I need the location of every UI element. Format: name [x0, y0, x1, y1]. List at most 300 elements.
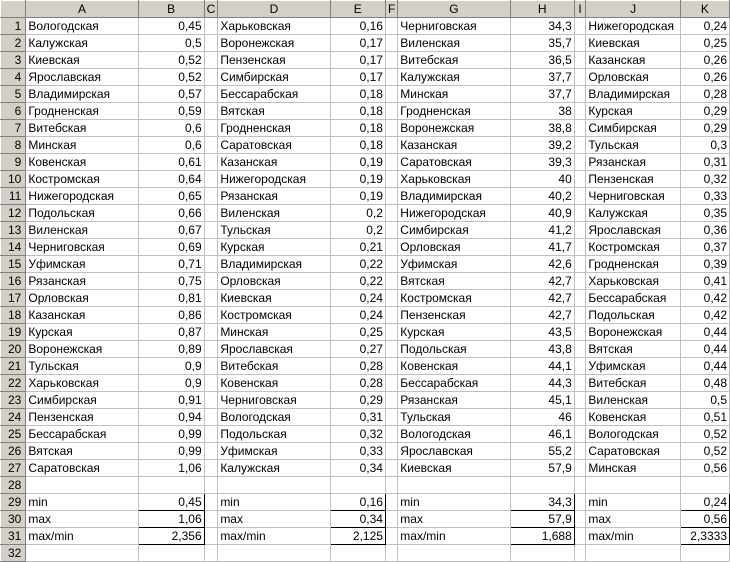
cell-h31[interactable]: 1,688 — [510, 528, 574, 545]
cell-j15[interactable]: Гродненская — [586, 256, 681, 273]
cell-a16[interactable]: Рязанская — [26, 273, 138, 290]
cell-a31[interactable]: max/min — [26, 528, 138, 545]
cell-h3[interactable]: 36,5 — [510, 52, 574, 69]
cell-h26[interactable]: 55,2 — [510, 443, 574, 460]
cell-e28[interactable] — [330, 477, 385, 494]
cell-g17[interactable]: Костромская — [398, 290, 510, 307]
row-header[interactable]: 26 — [1, 443, 26, 460]
cell-j29[interactable]: min — [586, 494, 681, 511]
cell-b7[interactable]: 0,6 — [138, 120, 204, 137]
cell-i30[interactable] — [574, 511, 586, 528]
cell-f23[interactable] — [385, 392, 397, 409]
cell-d13[interactable]: Тульская — [218, 222, 330, 239]
cell-k27[interactable]: 0,56 — [680, 460, 729, 477]
cell-g13[interactable]: Симбирская — [398, 222, 510, 239]
cell-j30[interactable]: max — [586, 511, 681, 528]
cell-g3[interactable]: Витебская — [398, 52, 510, 69]
column-header-d[interactable]: D — [218, 1, 330, 18]
cell-f3[interactable] — [385, 52, 397, 69]
cell-d23[interactable]: Черниговская — [218, 392, 330, 409]
cell-k17[interactable]: 0,42 — [680, 290, 729, 307]
cell-a2[interactable]: Калужская — [26, 35, 138, 52]
cell-e5[interactable]: 0,18 — [330, 86, 385, 103]
cell-k26[interactable]: 0,52 — [680, 443, 729, 460]
cell-j5[interactable]: Владимирская — [586, 86, 681, 103]
cell-f28[interactable] — [385, 477, 397, 494]
cell-c6[interactable] — [204, 103, 218, 120]
cell-i10[interactable] — [574, 171, 586, 188]
cell-k1[interactable]: 0,24 — [680, 18, 729, 35]
cell-j28[interactable] — [586, 477, 681, 494]
cell-a18[interactable]: Казанская — [26, 307, 138, 324]
cell-b22[interactable]: 0,9 — [138, 375, 204, 392]
row-header[interactable]: 19 — [1, 324, 26, 341]
cell-g30[interactable]: max — [398, 511, 510, 528]
cell-c3[interactable] — [204, 52, 218, 69]
cell-h14[interactable]: 41,7 — [510, 239, 574, 256]
cell-h21[interactable]: 44,1 — [510, 358, 574, 375]
cell-i27[interactable] — [574, 460, 586, 477]
cell-b5[interactable]: 0,57 — [138, 86, 204, 103]
cell-e24[interactable]: 0,31 — [330, 409, 385, 426]
cell-g15[interactable]: Уфимская — [398, 256, 510, 273]
cell-d7[interactable]: Гродненская — [218, 120, 330, 137]
cell-e11[interactable]: 0,19 — [330, 188, 385, 205]
cell-b17[interactable]: 0,81 — [138, 290, 204, 307]
cell-i18[interactable] — [574, 307, 586, 324]
cell-i17[interactable] — [574, 290, 586, 307]
cell-h17[interactable]: 42,7 — [510, 290, 574, 307]
cell-i15[interactable] — [574, 256, 586, 273]
cell-c12[interactable] — [204, 205, 218, 222]
cell-i28[interactable] — [574, 477, 586, 494]
cell-f30[interactable] — [385, 511, 397, 528]
cell-g16[interactable]: Вятская — [398, 273, 510, 290]
cell-e15[interactable]: 0,22 — [330, 256, 385, 273]
cell-h25[interactable]: 46,1 — [510, 426, 574, 443]
cell-b14[interactable]: 0,69 — [138, 239, 204, 256]
cell-g10[interactable]: Харьковская — [398, 171, 510, 188]
cell-g32[interactable] — [398, 545, 510, 562]
cell-f11[interactable] — [385, 188, 397, 205]
cell-c13[interactable] — [204, 222, 218, 239]
cell-c25[interactable] — [204, 426, 218, 443]
cell-g6[interactable]: Гродненская — [398, 103, 510, 120]
cell-k9[interactable]: 0,31 — [680, 154, 729, 171]
cell-f32[interactable] — [385, 545, 397, 562]
cell-e20[interactable]: 0,27 — [330, 341, 385, 358]
cell-d17[interactable]: Киевская — [218, 290, 330, 307]
column-header-h[interactable]: H — [510, 1, 574, 18]
cell-a9[interactable]: Ковенская — [26, 154, 138, 171]
cell-f8[interactable] — [385, 137, 397, 154]
cell-i14[interactable] — [574, 239, 586, 256]
cell-f6[interactable] — [385, 103, 397, 120]
cell-e6[interactable]: 0,18 — [330, 103, 385, 120]
cell-c29[interactable] — [204, 494, 218, 511]
cell-e12[interactable]: 0,2 — [330, 205, 385, 222]
column-header-g[interactable]: G — [398, 1, 510, 18]
cell-j25[interactable]: Вологодская — [586, 426, 681, 443]
column-header-e[interactable]: E — [330, 1, 385, 18]
cell-k25[interactable]: 0,52 — [680, 426, 729, 443]
cell-i29[interactable] — [574, 494, 586, 511]
cell-d5[interactable]: Бессарабская — [218, 86, 330, 103]
row-header[interactable]: 2 — [1, 35, 26, 52]
cell-c31[interactable] — [204, 528, 218, 545]
row-header[interactable]: 9 — [1, 154, 26, 171]
cell-g11[interactable]: Владимирская — [398, 188, 510, 205]
cell-e18[interactable]: 0,24 — [330, 307, 385, 324]
cell-f16[interactable] — [385, 273, 397, 290]
cell-e7[interactable]: 0,18 — [330, 120, 385, 137]
cell-b3[interactable]: 0,52 — [138, 52, 204, 69]
cell-g21[interactable]: Ковенская — [398, 358, 510, 375]
cell-d24[interactable]: Вологодская — [218, 409, 330, 426]
cell-c22[interactable] — [204, 375, 218, 392]
cell-d1[interactable]: Харьковская — [218, 18, 330, 35]
cell-k3[interactable]: 0,26 — [680, 52, 729, 69]
cell-b18[interactable]: 0,86 — [138, 307, 204, 324]
cell-a20[interactable]: Воронежская — [26, 341, 138, 358]
cell-i9[interactable] — [574, 154, 586, 171]
cell-h2[interactable]: 35,7 — [510, 35, 574, 52]
cell-b9[interactable]: 0,61 — [138, 154, 204, 171]
cell-a7[interactable]: Витебская — [26, 120, 138, 137]
cell-j7[interactable]: Симбирская — [586, 120, 681, 137]
cell-e26[interactable]: 0,33 — [330, 443, 385, 460]
cell-i19[interactable] — [574, 324, 586, 341]
cell-g1[interactable]: Черниговская — [398, 18, 510, 35]
cell-d31[interactable]: max/min — [218, 528, 330, 545]
cell-j21[interactable]: Уфимская — [586, 358, 681, 375]
row-header[interactable]: 22 — [1, 375, 26, 392]
cell-k8[interactable]: 0,3 — [680, 137, 729, 154]
cell-i31[interactable] — [574, 528, 586, 545]
cell-c26[interactable] — [204, 443, 218, 460]
cell-f15[interactable] — [385, 256, 397, 273]
cell-g28[interactable] — [398, 477, 510, 494]
cell-j4[interactable]: Орловская — [586, 69, 681, 86]
cell-d12[interactable]: Виленская — [218, 205, 330, 222]
cell-c24[interactable] — [204, 409, 218, 426]
column-header-f[interactable]: F — [385, 1, 397, 18]
cell-i26[interactable] — [574, 443, 586, 460]
cell-g22[interactable]: Бессарабская — [398, 375, 510, 392]
cell-j2[interactable]: Киевская — [586, 35, 681, 52]
cell-k2[interactable]: 0,25 — [680, 35, 729, 52]
cell-i20[interactable] — [574, 341, 586, 358]
cell-g23[interactable]: Рязанская — [398, 392, 510, 409]
cell-a5[interactable]: Владимирская — [26, 86, 138, 103]
cell-h11[interactable]: 40,2 — [510, 188, 574, 205]
cell-h24[interactable]: 46 — [510, 409, 574, 426]
cell-h30[interactable]: 57,9 — [510, 511, 574, 528]
cell-a8[interactable]: Минская — [26, 137, 138, 154]
cell-i21[interactable] — [574, 358, 586, 375]
cell-h8[interactable]: 39,2 — [510, 137, 574, 154]
cell-g29[interactable]: min — [398, 494, 510, 511]
cell-i5[interactable] — [574, 86, 586, 103]
cell-e31[interactable]: 2,125 — [330, 528, 385, 545]
cell-d22[interactable]: Ковенская — [218, 375, 330, 392]
cell-j6[interactable]: Курская — [586, 103, 681, 120]
cell-d21[interactable]: Витебская — [218, 358, 330, 375]
cell-j22[interactable]: Витебская — [586, 375, 681, 392]
cell-e4[interactable]: 0,17 — [330, 69, 385, 86]
cell-k29[interactable]: 0,24 — [680, 494, 729, 511]
row-header[interactable]: 5 — [1, 86, 26, 103]
cell-c18[interactable] — [204, 307, 218, 324]
cell-j31[interactable]: max/min — [586, 528, 681, 545]
cell-k7[interactable]: 0,29 — [680, 120, 729, 137]
cell-k12[interactable]: 0,35 — [680, 205, 729, 222]
row-header[interactable]: 15 — [1, 256, 26, 273]
row-header[interactable]: 6 — [1, 103, 26, 120]
cell-f5[interactable] — [385, 86, 397, 103]
cell-e16[interactable]: 0,22 — [330, 273, 385, 290]
cell-e2[interactable]: 0,17 — [330, 35, 385, 52]
cell-b12[interactable]: 0,66 — [138, 205, 204, 222]
cell-c10[interactable] — [204, 171, 218, 188]
cell-i11[interactable] — [574, 188, 586, 205]
cell-i1[interactable] — [574, 18, 586, 35]
cell-k5[interactable]: 0,28 — [680, 86, 729, 103]
cell-h23[interactable]: 45,1 — [510, 392, 574, 409]
row-header[interactable]: 27 — [1, 460, 26, 477]
row-header[interactable]: 11 — [1, 188, 26, 205]
row-header[interactable]: 20 — [1, 341, 26, 358]
column-header-i[interactable]: I — [574, 1, 586, 18]
cell-c23[interactable] — [204, 392, 218, 409]
cell-d16[interactable]: Орловская — [218, 273, 330, 290]
cell-k22[interactable]: 0,48 — [680, 375, 729, 392]
cell-i6[interactable] — [574, 103, 586, 120]
cell-b29[interactable]: 0,45 — [138, 494, 204, 511]
cell-d19[interactable]: Минская — [218, 324, 330, 341]
cell-a14[interactable]: Черниговская — [26, 239, 138, 256]
cell-f24[interactable] — [385, 409, 397, 426]
cell-f1[interactable] — [385, 18, 397, 35]
cell-a21[interactable]: Тульская — [26, 358, 138, 375]
cell-g20[interactable]: Подольская — [398, 341, 510, 358]
cell-g7[interactable]: Воронежская — [398, 120, 510, 137]
cell-j27[interactable]: Минская — [586, 460, 681, 477]
cell-b16[interactable]: 0,75 — [138, 273, 204, 290]
cell-d32[interactable] — [218, 545, 330, 562]
cell-h18[interactable]: 42,7 — [510, 307, 574, 324]
cell-g9[interactable]: Саратовская — [398, 154, 510, 171]
cell-c4[interactable] — [204, 69, 218, 86]
cell-b10[interactable]: 0,64 — [138, 171, 204, 188]
cell-f18[interactable] — [385, 307, 397, 324]
cell-g25[interactable]: Вологодская — [398, 426, 510, 443]
cell-g8[interactable]: Казанская — [398, 137, 510, 154]
cell-i23[interactable] — [574, 392, 586, 409]
cell-a32[interactable] — [26, 545, 138, 562]
cell-g2[interactable]: Виленская — [398, 35, 510, 52]
cell-j3[interactable]: Казанская — [586, 52, 681, 69]
column-header-j[interactable]: J — [586, 1, 681, 18]
row-header[interactable]: 8 — [1, 137, 26, 154]
cell-d8[interactable]: Саратовская — [218, 137, 330, 154]
cell-f26[interactable] — [385, 443, 397, 460]
row-header[interactable]: 21 — [1, 358, 26, 375]
cell-d27[interactable]: Калужская — [218, 460, 330, 477]
cell-h20[interactable]: 43,8 — [510, 341, 574, 358]
row-header[interactable]: 29 — [1, 494, 26, 511]
cell-c28[interactable] — [204, 477, 218, 494]
cell-g26[interactable]: Ярославская — [398, 443, 510, 460]
column-header-k[interactable]: K — [680, 1, 729, 18]
cell-i25[interactable] — [574, 426, 586, 443]
cell-e29[interactable]: 0,16 — [330, 494, 385, 511]
cell-f20[interactable] — [385, 341, 397, 358]
cell-a12[interactable]: Подольская — [26, 205, 138, 222]
cell-j18[interactable]: Подольская — [586, 307, 681, 324]
cell-g18[interactable]: Пензенская — [398, 307, 510, 324]
cell-h4[interactable]: 37,7 — [510, 69, 574, 86]
cell-b21[interactable]: 0,9 — [138, 358, 204, 375]
cell-c8[interactable] — [204, 137, 218, 154]
row-header[interactable]: 17 — [1, 290, 26, 307]
cell-e17[interactable]: 0,24 — [330, 290, 385, 307]
cell-f22[interactable] — [385, 375, 397, 392]
cell-f31[interactable] — [385, 528, 397, 545]
cell-d28[interactable] — [218, 477, 330, 494]
cell-d6[interactable]: Вятская — [218, 103, 330, 120]
cell-a17[interactable]: Орловская — [26, 290, 138, 307]
cell-e32[interactable] — [330, 545, 385, 562]
cell-k31[interactable]: 2,3333 — [680, 528, 729, 545]
cell-e19[interactable]: 0,25 — [330, 324, 385, 341]
cell-f14[interactable] — [385, 239, 397, 256]
cell-h9[interactable]: 39,3 — [510, 154, 574, 171]
cell-k32[interactable] — [680, 545, 729, 562]
cell-f10[interactable] — [385, 171, 397, 188]
cell-c1[interactable] — [204, 18, 218, 35]
cell-d15[interactable]: Владимирская — [218, 256, 330, 273]
cell-k6[interactable]: 0,29 — [680, 103, 729, 120]
cell-i12[interactable] — [574, 205, 586, 222]
cell-f17[interactable] — [385, 290, 397, 307]
cell-h5[interactable]: 37,7 — [510, 86, 574, 103]
cell-j32[interactable] — [586, 545, 681, 562]
cell-b27[interactable]: 1,06 — [138, 460, 204, 477]
cell-a6[interactable]: Гродненская — [26, 103, 138, 120]
cell-b32[interactable] — [138, 545, 204, 562]
cell-c17[interactable] — [204, 290, 218, 307]
row-header[interactable]: 1 — [1, 18, 26, 35]
cell-i22[interactable] — [574, 375, 586, 392]
cell-e22[interactable]: 0,28 — [330, 375, 385, 392]
cell-d18[interactable]: Костромская — [218, 307, 330, 324]
cell-f2[interactable] — [385, 35, 397, 52]
cell-j16[interactable]: Харьковская — [586, 273, 681, 290]
cell-d14[interactable]: Курская — [218, 239, 330, 256]
cell-b1[interactable]: 0,45 — [138, 18, 204, 35]
cell-h22[interactable]: 44,3 — [510, 375, 574, 392]
cell-h1[interactable]: 34,3 — [510, 18, 574, 35]
cell-f29[interactable] — [385, 494, 397, 511]
cell-h6[interactable]: 38 — [510, 103, 574, 120]
cell-a23[interactable]: Симбирская — [26, 392, 138, 409]
cell-h29[interactable]: 34,3 — [510, 494, 574, 511]
cell-d11[interactable]: Рязанская — [218, 188, 330, 205]
cell-f12[interactable] — [385, 205, 397, 222]
cell-b24[interactable]: 0,94 — [138, 409, 204, 426]
cell-c20[interactable] — [204, 341, 218, 358]
cell-c21[interactable] — [204, 358, 218, 375]
cell-e14[interactable]: 0,21 — [330, 239, 385, 256]
cell-e13[interactable]: 0,2 — [330, 222, 385, 239]
column-header-a[interactable]: A — [26, 1, 138, 18]
cell-e25[interactable]: 0,32 — [330, 426, 385, 443]
cell-b4[interactable]: 0,52 — [138, 69, 204, 86]
column-header-b[interactable]: B — [138, 1, 204, 18]
cell-d2[interactable]: Воронежская — [218, 35, 330, 52]
cell-b23[interactable]: 0,91 — [138, 392, 204, 409]
cell-d29[interactable]: min — [218, 494, 330, 511]
cell-b8[interactable]: 0,6 — [138, 137, 204, 154]
cell-k20[interactable]: 0,44 — [680, 341, 729, 358]
cell-j8[interactable]: Тульская — [586, 137, 681, 154]
cell-a30[interactable]: max — [26, 511, 138, 528]
cell-a25[interactable]: Бессарабская — [26, 426, 138, 443]
cell-i16[interactable] — [574, 273, 586, 290]
cell-k30[interactable]: 0,56 — [680, 511, 729, 528]
cell-j12[interactable]: Калужская — [586, 205, 681, 222]
cell-c5[interactable] — [204, 86, 218, 103]
cell-j23[interactable]: Виленская — [586, 392, 681, 409]
column-header-c[interactable]: C — [204, 1, 218, 18]
cell-k15[interactable]: 0,39 — [680, 256, 729, 273]
cell-d26[interactable]: Уфимская — [218, 443, 330, 460]
cell-e30[interactable]: 0,34 — [330, 511, 385, 528]
cell-b19[interactable]: 0,87 — [138, 324, 204, 341]
cell-c11[interactable] — [204, 188, 218, 205]
cell-a29[interactable]: min — [26, 494, 138, 511]
row-header[interactable]: 18 — [1, 307, 26, 324]
cell-k4[interactable]: 0,26 — [680, 69, 729, 86]
cell-d10[interactable]: Нижегородская — [218, 171, 330, 188]
cell-j10[interactable]: Пензенская — [586, 171, 681, 188]
row-header[interactable]: 14 — [1, 239, 26, 256]
cell-c16[interactable] — [204, 273, 218, 290]
cell-g14[interactable]: Орловская — [398, 239, 510, 256]
cell-k19[interactable]: 0,44 — [680, 324, 729, 341]
cell-e1[interactable]: 0,16 — [330, 18, 385, 35]
cell-h19[interactable]: 43,5 — [510, 324, 574, 341]
cell-b20[interactable]: 0,89 — [138, 341, 204, 358]
cell-j26[interactable]: Саратовская — [586, 443, 681, 460]
cell-a3[interactable]: Киевская — [26, 52, 138, 69]
cell-k16[interactable]: 0,41 — [680, 273, 729, 290]
cell-b26[interactable]: 0,99 — [138, 443, 204, 460]
cell-c2[interactable] — [204, 35, 218, 52]
cell-h10[interactable]: 40 — [510, 171, 574, 188]
cell-k21[interactable]: 0,44 — [680, 358, 729, 375]
cell-j14[interactable]: Костромская — [586, 239, 681, 256]
cell-f25[interactable] — [385, 426, 397, 443]
cell-e21[interactable]: 0,28 — [330, 358, 385, 375]
cell-h12[interactable]: 40,9 — [510, 205, 574, 222]
cell-f9[interactable] — [385, 154, 397, 171]
cell-h16[interactable]: 42,7 — [510, 273, 574, 290]
cell-c27[interactable] — [204, 460, 218, 477]
row-header[interactable]: 16 — [1, 273, 26, 290]
cell-h27[interactable]: 57,9 — [510, 460, 574, 477]
